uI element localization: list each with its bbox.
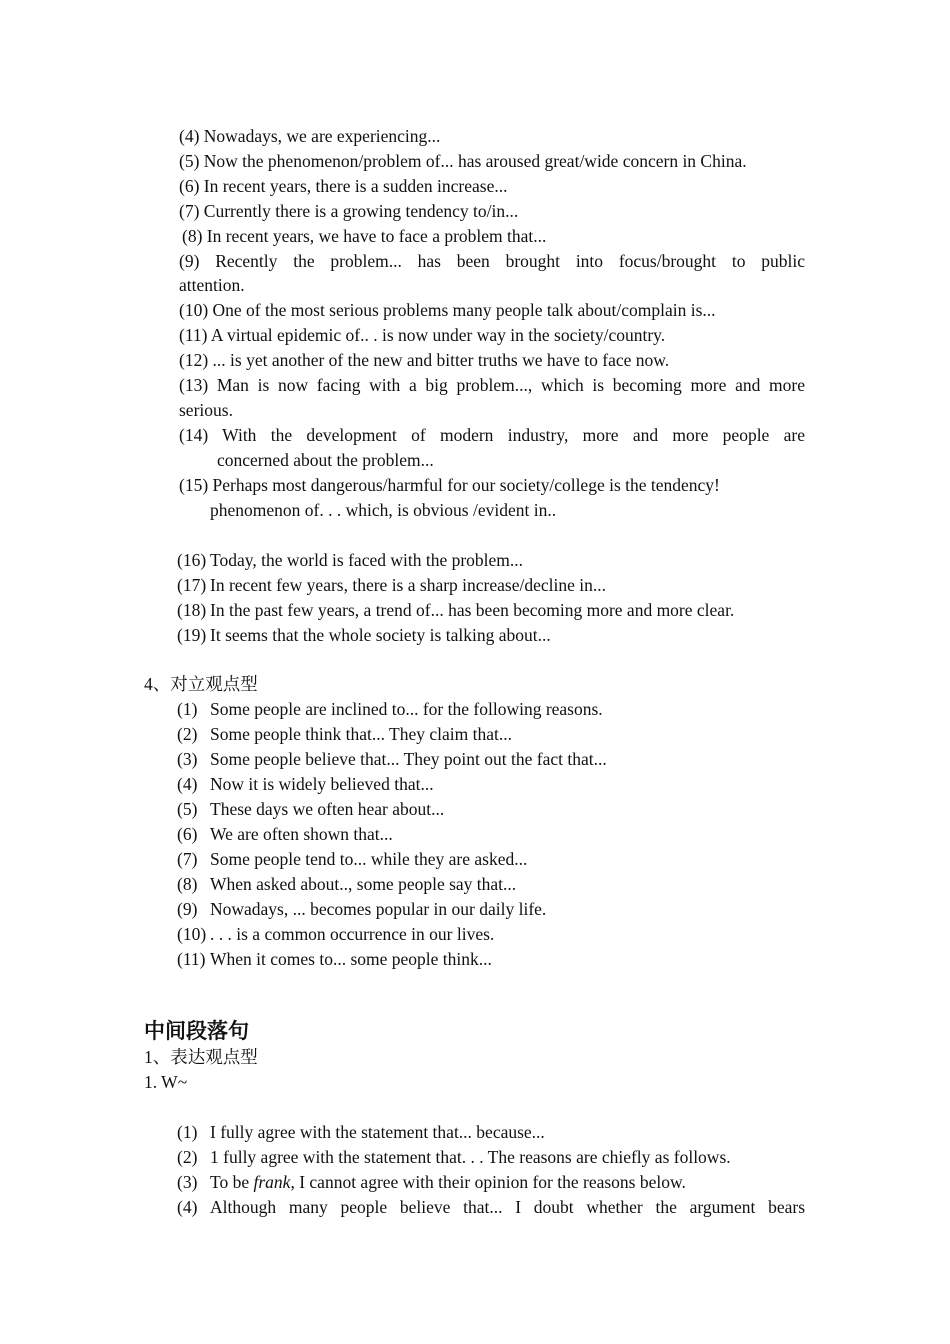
list-text-after: , I cannot agree with their opinion for the reasons below.	[290, 1172, 686, 1192]
list-text: Although many people believe that... I doubt whether the argument bears	[210, 1197, 805, 1217]
list-number: (5)	[177, 799, 198, 819]
list-item: (14) With the development of modern industry, more and more people are	[179, 425, 805, 445]
list-item	[177, 947, 492, 972]
list-number: (4)	[177, 1197, 198, 1217]
list-item: (4) Nowadays, we are experiencing...	[179, 126, 441, 146]
list-item-continuation: concerned about the problem...	[217, 450, 434, 470]
list-item	[177, 623, 551, 648]
list-number: (18)	[177, 600, 207, 620]
list-text: . . . is a common occurrence in our lives.	[210, 924, 495, 944]
list-item-continuation: phenomenon of. . . which, is obvious /evident in..	[210, 500, 557, 520]
list-item: (9) Recently the problem... has been brought into focus/brought to public	[179, 251, 805, 271]
list-number: (3)	[177, 749, 198, 769]
list-item: (5) Now the phenomenon/problem of... has aroused great/wide concern in China.	[179, 151, 747, 171]
list-item	[177, 598, 734, 623]
list-number: (1)	[177, 1122, 198, 1142]
list-item	[177, 872, 516, 897]
list-item	[177, 573, 606, 598]
list-number: (9)	[177, 899, 198, 919]
list-text: Some people tend to... while they are asked...	[210, 849, 528, 869]
list-text: Some people think that... They claim that...	[210, 724, 512, 744]
list-item	[177, 1145, 731, 1170]
list-item	[177, 697, 603, 722]
list-number: (6)	[177, 824, 198, 844]
list-item	[177, 1120, 545, 1145]
list-text-before: To be	[210, 1172, 254, 1192]
list-text: Today, the world is faced with the problem...	[210, 550, 524, 570]
list-item: (7) Currently there is a growing tendency to/in...	[179, 201, 519, 221]
list-number: (17)	[177, 575, 207, 595]
section-title: 1、表达观点型	[144, 1047, 258, 1067]
section-heading: 中间段落句	[144, 1019, 249, 1043]
list-item: (10) One of the most serious problems many people talk about/complain is...	[179, 300, 716, 320]
list-text: It seems that the whole society is talking about...	[210, 625, 551, 645]
list-text: When it comes to... some people think...	[210, 949, 492, 969]
list-item	[177, 772, 434, 797]
list-item: (6) In recent years, there is a sudden increase...	[179, 176, 508, 196]
list-number: (2)	[177, 1147, 198, 1167]
list-text: Some people believe that... They point out the fact that...	[210, 749, 607, 769]
list-item: (12) ... is yet another of the new and bitter truths we have to face now.	[179, 350, 670, 370]
list-item: (11) A virtual epidemic of.. . is now under way in the society/country.	[179, 325, 666, 345]
list-text: These days we often hear about...	[210, 799, 445, 819]
list-number: (10)	[177, 924, 207, 944]
list-number: (3)	[177, 1172, 198, 1192]
list-text: Now it is widely believed that...	[210, 774, 434, 794]
list-number: (8)	[177, 874, 198, 894]
list-text: We are often shown that...	[210, 824, 393, 844]
list-item	[177, 922, 494, 947]
list-text: In the past few years, a trend of... has been becoming more and more clear.	[210, 600, 735, 620]
list-text: Nowadays, ... becomes popular in our daily life.	[210, 899, 547, 919]
list-item	[177, 722, 512, 747]
list-item	[177, 847, 527, 872]
list-number: (11)	[177, 949, 206, 969]
list-text-italic: frank	[253, 1172, 291, 1192]
list-item	[177, 747, 607, 772]
list-item: (8) In recent years, we have to face a problem that...	[182, 226, 547, 246]
list-item-continuation: attention.	[179, 275, 245, 295]
list-item	[177, 822, 393, 847]
list-item	[177, 548, 523, 573]
list-number: (4)	[177, 774, 198, 794]
list-item	[177, 797, 444, 822]
list-number: (19)	[177, 625, 207, 645]
list-item: (13) Man is now facing with a big problem..., which is becoming more and more	[179, 375, 805, 395]
list-item	[177, 1170, 686, 1195]
list-text: In recent few years, there is a sharp increase/decline in...	[210, 575, 606, 595]
list-number: (16)	[177, 550, 207, 570]
list-text: Some people are inclined to... for the following reasons.	[210, 699, 603, 719]
list-text: I fully agree with the statement that... because...	[210, 1122, 545, 1142]
list-number: (1)	[177, 699, 198, 719]
subsection-label: 1. W~	[144, 1072, 188, 1092]
list-text: 1 fully agree with the statement that. . . The reasons are chiefly as follows.	[210, 1147, 731, 1167]
list-item: (15) Perhaps most dangerous/harmful for our society/college is the tendency!	[179, 475, 720, 495]
list-item	[177, 1195, 805, 1220]
list-number: (2)	[177, 724, 198, 744]
list-number: (7)	[177, 849, 198, 869]
list-item-continuation: serious.	[179, 400, 233, 420]
section-title: 4、对立观点型	[144, 674, 258, 694]
list-text: When asked about.., some people say that...	[210, 874, 517, 894]
list-item	[177, 897, 546, 922]
